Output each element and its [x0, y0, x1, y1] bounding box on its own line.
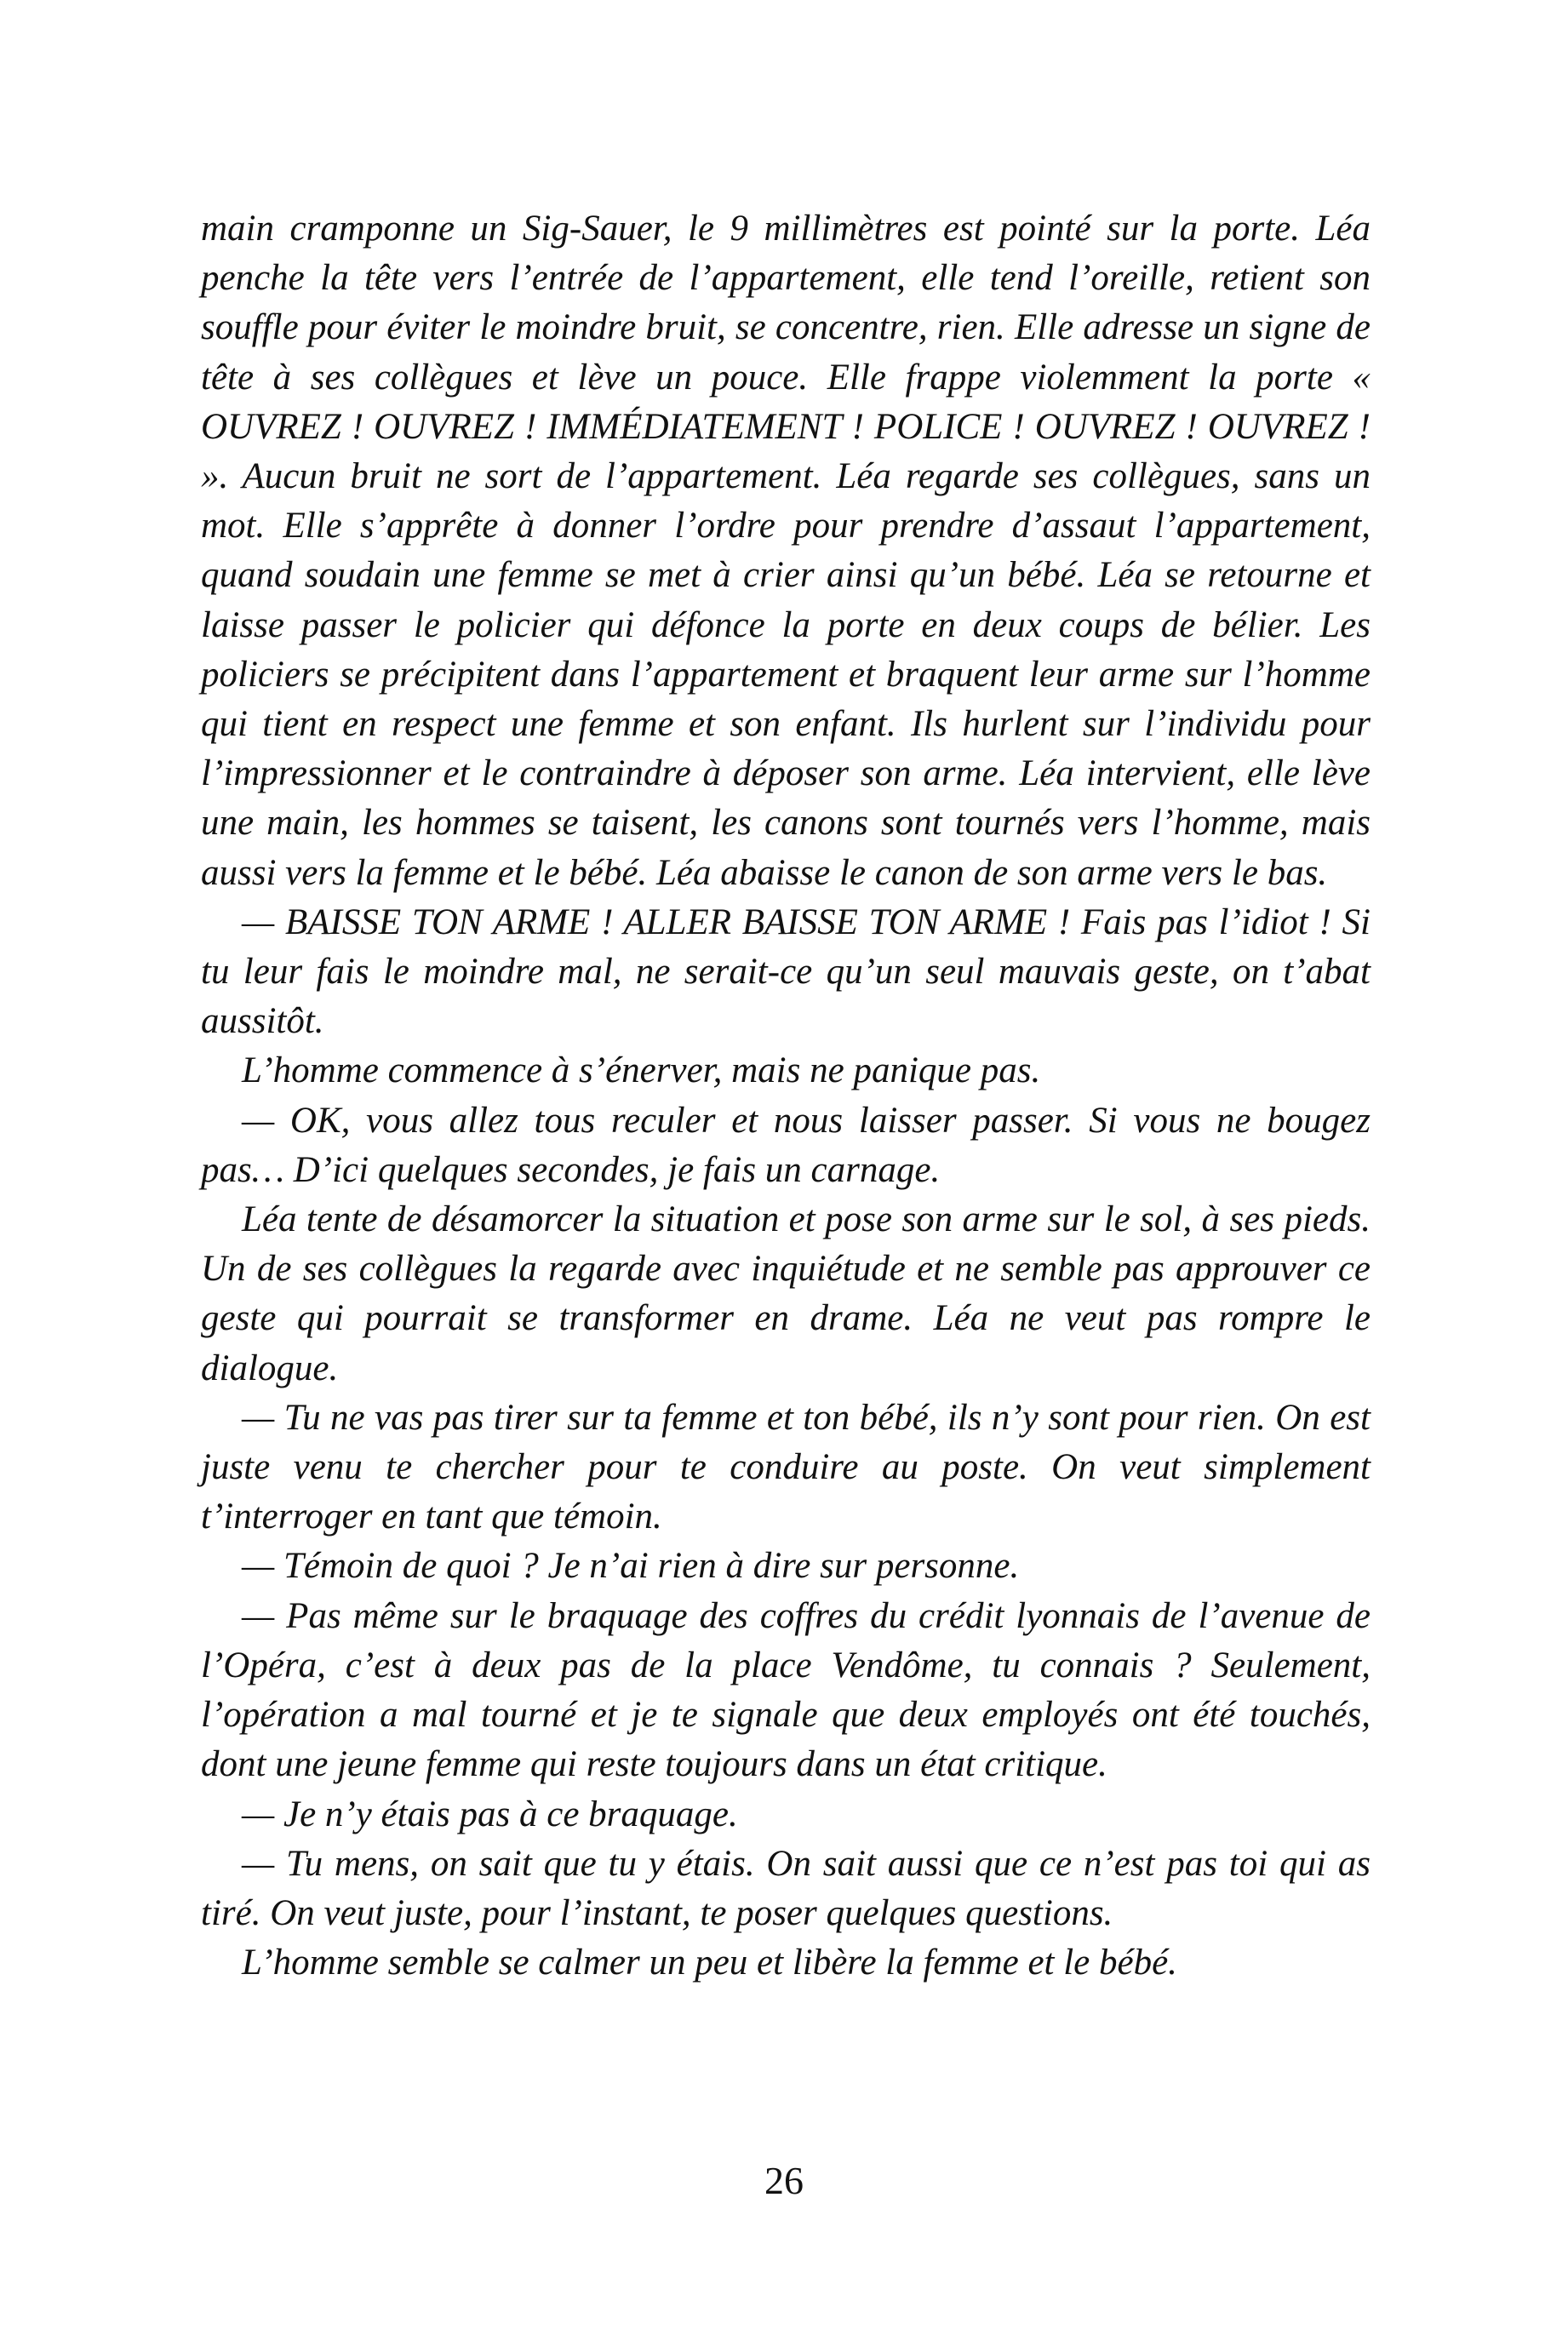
paragraph-narration: L’homme semble se calmer un peu et libère la femme et le bébé.	[242, 1943, 1177, 1983]
paragraph-dialogue: — Tu mens, on sait que tu y étais. On sait aussi que ce n’est pas toi qui as tiré. On veut juste, pour l’instant, te poser quelques questions.	[201, 1843, 1371, 1933]
paragraph-continuation: main cramponne un Sig-Sauer, le 9 millimètres est pointé sur la porte. Léa penche la tête vers l’entrée de l’appartement, elle tend l’oreille, retient son souffle pour éviter le moindre bruit, se concentre, rien. Elle adresse un signe de tête à ses collègues et lève un pouce. Elle frappe violemment la porte « OUVREZ ! OUVREZ ! IMMÉDIATEMENT ! POLICE ! OUVREZ ! OUVREZ ! ». Aucun bruit ne sort de l’appartement. Léa regarde ses collègues, sans un mot. Elle s’apprête à donner l’ordre pour prendre d’assaut l’appartement, quand soudain une femme se met à crier ainsi qu’un bébé. Léa se retourne et laisse passer le policier qui défonce la porte en deux coups de bélier. Les policiers se précipitent dans l’appartement et braquent leur arme sur l’homme qui tient en respect une femme et son enfant. Ils hurlent sur l’individu pour l’impressionner et le contraindre à déposer son arme. Léa intervient, elle lève une main, les hommes se taisent, les canons sont tournés vers l’homme, mais aussi vers la femme et le bébé. Léa abaisse le canon de son arme vers le bas.	[201, 209, 1371, 893]
paragraph-dialogue: — Je n’y étais pas à ce braquage.	[242, 1794, 738, 1834]
body-text	[201, 204, 1371, 1988]
paragraph-narration: Léa tente de désamorcer la situation et pose son arme sur le sol, à ses pieds. Un de ses collègues la regarde avec inquiétude et ne semble pas approuver ce geste qui pourrait se transformer en drame. Léa ne veut pas rompre le dialogue.	[201, 1199, 1371, 1388]
paragraph-narration: L’homme commence à s’énerver, mais ne panique pas.	[242, 1050, 1041, 1091]
page-number: 26	[764, 2159, 804, 2202]
paragraph-dialogue: — Témoin de quoi ? Je n’ai rien à dire sur personne.	[242, 1546, 1020, 1587]
paragraph-dialogue: — OK, vous allez tous reculer et nous laisser passer. Si vous ne bougez pas… D’ici quelques secondes, je fais un carnage.	[201, 1100, 1371, 1190]
paragraph-dialogue: — Pas même sur le braquage des coffres du crédit lyonnais de l’avenue de l’Opéra, c’est à deux pas de la place Vendôme, tu connais ? Seulement, l’opération a mal tourné et je te signale que deux employés ont été touchés, dont une jeune femme qui reste toujours dans un état critique.	[201, 1595, 1371, 1785]
paragraph-dialogue: — Tu ne vas pas tirer sur ta femme et ton bébé, ils n’y sont pour rien. On est juste venu te chercher pour te conduire au poste. On veut simplement t’interroger en tant que témoin.	[201, 1397, 1371, 1537]
paragraph-dialogue: — BAISSE TON ARME ! ALLER BAISSE TON ARME ! Fais pas l’idiot ! Si tu leur fais le moindre mal, ne serait-ce qu’un seul mauvais geste, on t’abat aussitôt.	[201, 901, 1371, 1042]
